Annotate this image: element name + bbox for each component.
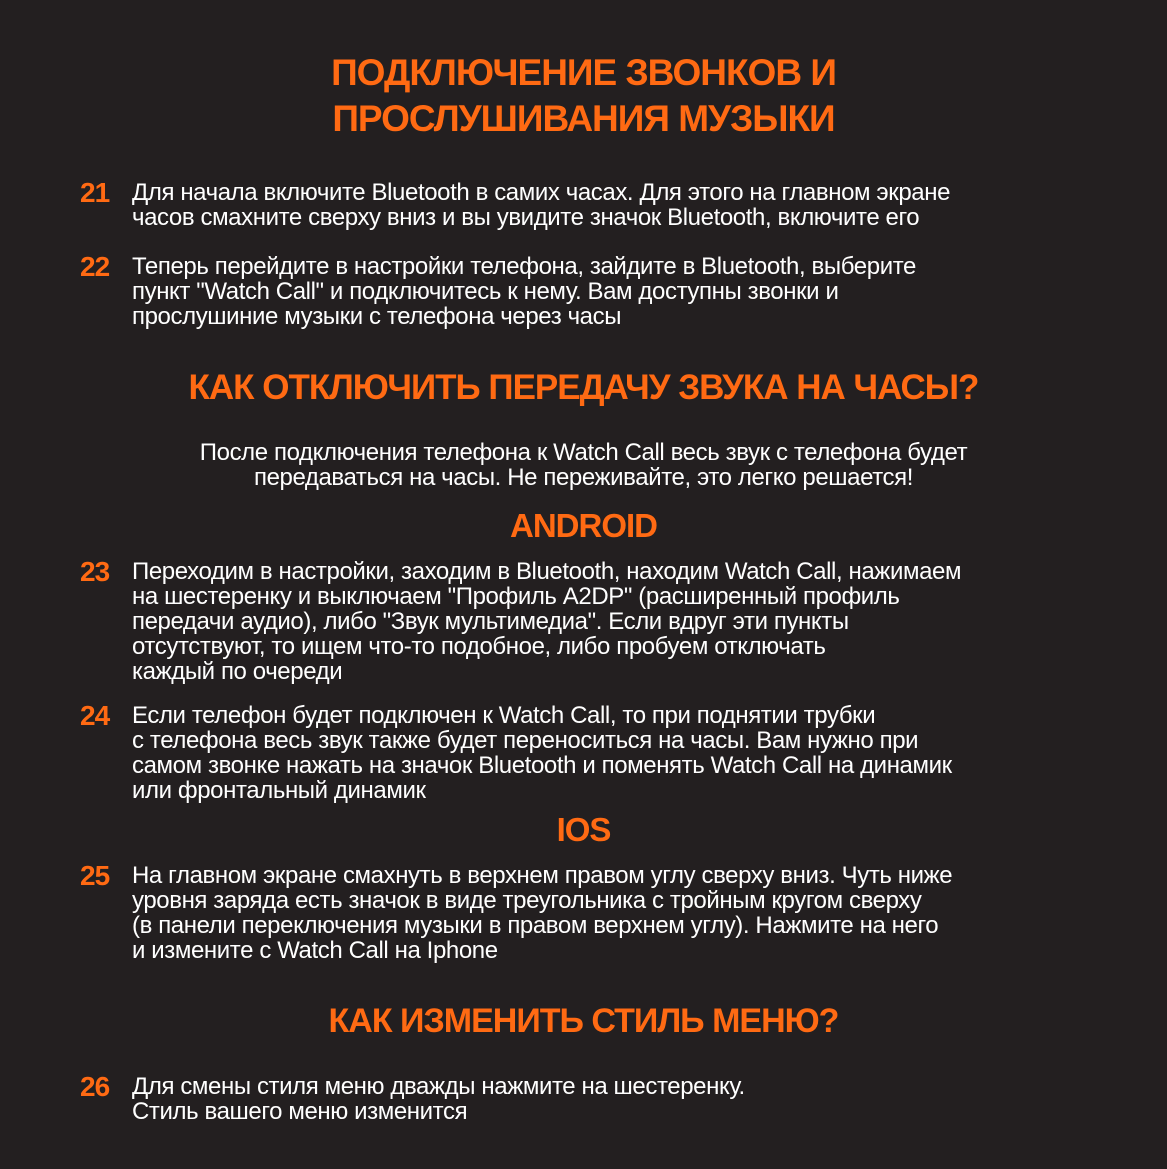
step-23	[80, 556, 962, 685]
step-text	[132, 559, 961, 684]
step-22	[80, 251, 916, 330]
step-text	[132, 703, 952, 803]
step-text-line: уровня заряда есть значок в виде треугольника с тройным кругом сверху	[132, 887, 922, 914]
step-text-line: прослушиние музыки с телефона через часы	[132, 303, 622, 330]
step-text-line: Теперь перейдите в настройки телефона, зайдите в Bluetooth, выберите	[132, 253, 916, 280]
step-number: 22	[80, 251, 110, 282]
step-number: 23	[80, 556, 110, 587]
step-text-line: самом звонке нажать на значок Bluetooth и поменять Watch Call на динамик	[132, 752, 952, 779]
step-text-line: или фронтальный динамик	[132, 777, 426, 804]
step-text-line: передачи аудио), либо "Звук мультимедиа". Если вдруг эти пункты	[132, 608, 849, 635]
main-title-line-2: ПРОСЛУШИВАНИЯ МУЗЫКИ	[332, 98, 835, 139]
intro-line: После подключения телефона к Watch Call весь звук с телефона будет	[199, 439, 968, 466]
step-text-line: часов смахните сверху вниз и вы увидите значок Bluetooth, включите его	[132, 204, 920, 231]
step-24	[80, 700, 952, 804]
step-text-line: (в панели переключения музыки в правом верхнем углу). Нажмите на него	[132, 912, 939, 939]
step-text-line: Стиль вашего меню изменится	[132, 1098, 468, 1125]
main-title	[0, 50, 1167, 142]
step-text	[132, 1074, 745, 1124]
step-text-line: Если телефон будет подключен к Watch Call, то при поднятии трубки	[132, 702, 876, 729]
main-title-line-1: ПОДКЛЮЧЕНИЕ ЗВОНКОВ И	[331, 52, 836, 93]
step-text-line: и измените с Watch Call на Iphone	[132, 937, 498, 964]
step-number: 26	[80, 1071, 110, 1102]
step-text-line: с телефона весь звук также будет переноситься на часы. Вам нужно при	[132, 727, 919, 754]
step-text-line: пункт "Watch Call" и подключитесь к нему. Вам доступны звонки и	[132, 278, 839, 305]
step-number: 21	[80, 177, 110, 208]
step-text-line: отсутствуют, то ищем что-то подобное, либо пробуем отключать	[132, 633, 826, 660]
step-text-line: Для начала включите Bluetooth в самих часах. Для этого на главном экране	[132, 179, 951, 206]
step-text-line: на шестеренку и выключаем "Профиль A2DP" (расширенный профиль	[132, 583, 900, 610]
step-text-line: На главном экране смахнуть в верхнем правом углу сверху вниз. Чуть ниже	[132, 862, 953, 889]
section-title-mute: КАК ОТКЛЮЧИТЬ ПЕРЕДАЧУ ЗВУКА НА ЧАСЫ?	[188, 368, 979, 407]
step-21	[80, 177, 951, 231]
step-text-line: Для смены стиля меню дважды нажмите на шестеренку.	[132, 1073, 745, 1100]
step-text	[132, 254, 916, 329]
section-title-menu: КАК ИЗМЕНИТЬ СТИЛЬ МЕНЮ?	[328, 1002, 839, 1040]
step-number: 25	[80, 860, 110, 891]
step-text	[132, 863, 952, 963]
mute-intro-paragraph	[0, 440, 1167, 490]
section-title-android: ANDROID	[510, 507, 657, 544]
step-25	[80, 860, 953, 964]
step-text-line: каждый по очереди	[132, 658, 343, 685]
step-26	[80, 1071, 745, 1125]
step-number: 24	[80, 700, 110, 731]
section-title-ios: IOS	[556, 811, 611, 848]
step-text	[132, 180, 950, 230]
intro-line: передаваться на часы. Не переживайте, это легко решается!	[253, 464, 914, 491]
step-text-line: Переходим в настройки, заходим в Bluetooth, находим Watch Call, нажимаем	[132, 558, 962, 585]
